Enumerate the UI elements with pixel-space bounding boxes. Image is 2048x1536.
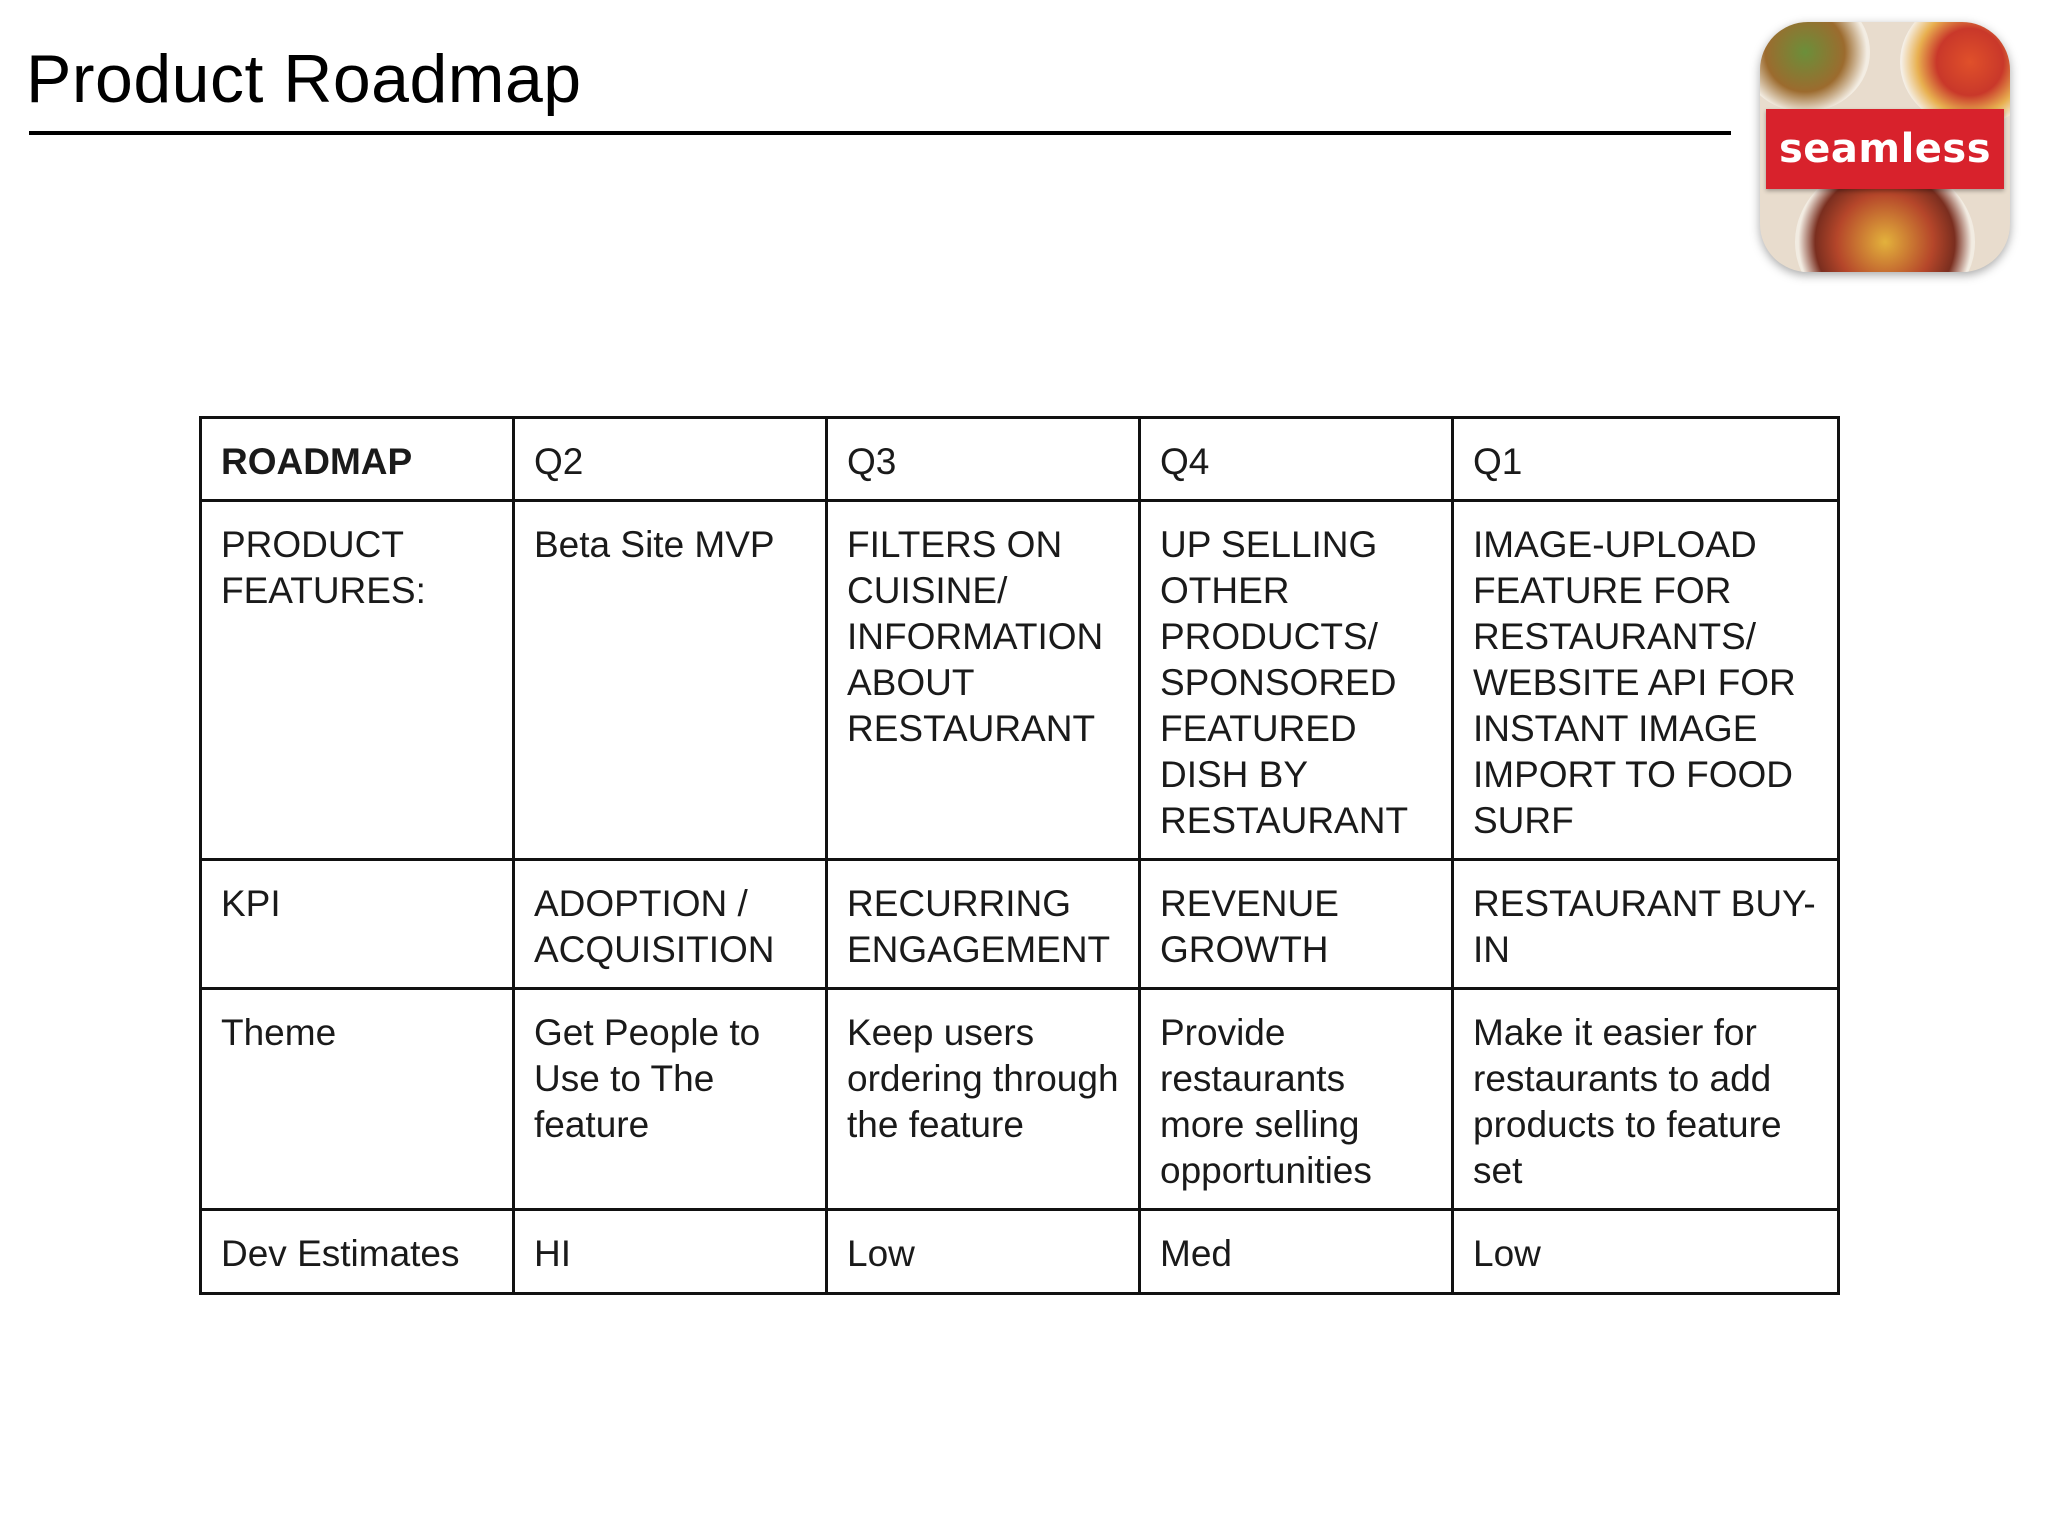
seamless-app-icon: [1760, 22, 2010, 272]
table-cell: Low: [827, 1210, 1140, 1294]
row-label: Theme: [201, 989, 514, 1210]
row-label: Dev Estimates: [201, 1210, 514, 1294]
table-cell: Keep users ordering through the feature: [827, 989, 1140, 1210]
slide-title: Product Roadmap: [26, 41, 582, 117]
table-cell: HI: [514, 1210, 827, 1294]
row-label: KPI: [201, 860, 514, 989]
header-cell-roadmap: ROADMAP: [201, 418, 514, 501]
header-cell-q2: Q2: [514, 418, 827, 501]
table-row-theme: [201, 989, 1839, 1210]
table-cell: Get People to Use to The feature: [514, 989, 827, 1210]
seamless-logo-banner: [1766, 109, 2004, 189]
table-cell: IMAGE-UPLOAD FEATURE FOR RESTAURANTS/ WEBSITE API FOR INSTANT IMAGE IMPORT TO FOOD SURF: [1453, 501, 1839, 860]
table-cell: REVENUE GROWTH: [1140, 860, 1453, 989]
table-cell: RESTAURANT BUY-IN: [1453, 860, 1839, 989]
roadmap-table: [199, 416, 1840, 1295]
seamless-logo-text: seamless: [1778, 126, 1992, 172]
table-cell: Med: [1140, 1210, 1453, 1294]
table-cell: Provide restaurants more selling opportunities: [1140, 989, 1453, 1210]
table-row-product-features: [201, 501, 1839, 860]
row-label: PRODUCT FEATURES:: [201, 501, 514, 860]
title-underline: [29, 131, 1731, 135]
table-cell: ADOPTION / ACQUISITION: [514, 860, 827, 989]
food-bowl-top-left: [1760, 22, 1870, 112]
header-cell-q3: Q3: [827, 418, 1140, 501]
table-row-kpi: [201, 860, 1839, 989]
table-cell: UP SELLING OTHER PRODUCTS/ SPONSORED FEATURED DISH BY RESTAURANT: [1140, 501, 1453, 860]
table-cell: RECURRING ENGAGEMENT: [827, 860, 1140, 989]
header-cell-q1: Q1: [1453, 418, 1839, 501]
header-cell-q4: Q4: [1140, 418, 1453, 501]
table-cell: Make it easier for restaurants to add products to feature set: [1453, 989, 1839, 1210]
table-cell: FILTERS ON CUISINE/ INFORMATION ABOUT RESTAURANT: [827, 501, 1140, 860]
table-row-dev-estimates: [201, 1210, 1839, 1294]
table-cell: Beta Site MVP: [514, 501, 827, 860]
table-header-row: [201, 418, 1839, 501]
table-cell: Low: [1453, 1210, 1839, 1294]
